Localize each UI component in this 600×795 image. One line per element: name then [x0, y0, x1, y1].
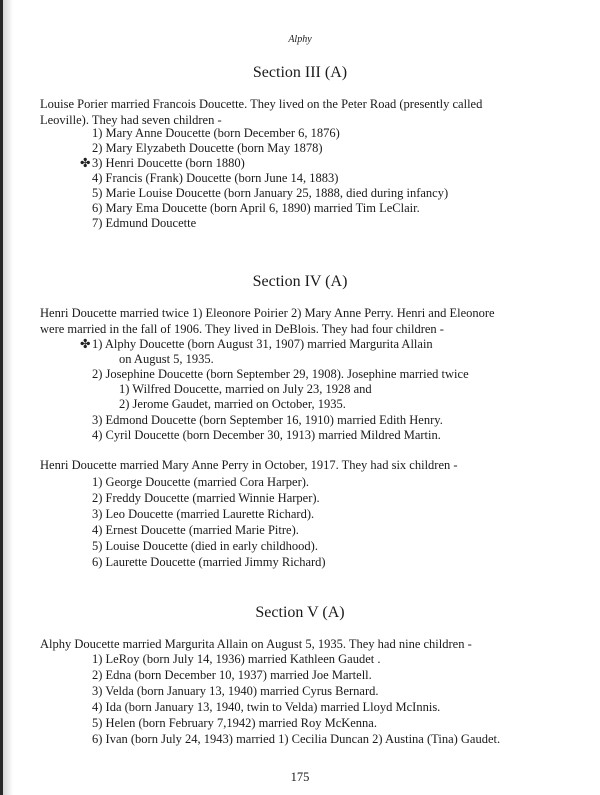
list-item: 2) Mary Elyzabeth Doucette (born May 1878): [92, 141, 323, 155]
list-item: 4) Ida (born January 13, 1940, twin to Velda) married Lloyd McInnis.: [92, 700, 441, 714]
list-item: 3) Henri Doucette (born 1880): [92, 156, 245, 170]
sub-list-item: 1) Wilfred Doucette, married on July 23, 1928 and: [119, 382, 372, 396]
section-v-title: Section V (A): [255, 604, 345, 621]
section-iv-title: Section IV (A): [252, 273, 348, 290]
section-iii-para-line1: Louise Porier married Francois Doucette. They lived on the Peter Road (presently called: [40, 97, 483, 111]
page-number: 175: [290, 770, 310, 784]
section-iv-para2: Henri Doucette married Mary Anne Perry in October, 1917. They had six children -: [40, 458, 458, 472]
list-item: 6) Laurette Doucette (married Jimmy Richard): [92, 555, 326, 569]
list-item: 5) Marie Louise Doucette (born January 25, 1888, died during infancy): [92, 186, 449, 200]
list-item-continuation: on August 5, 1935.: [119, 352, 214, 366]
list-item: 5) Helen (born February 7,1942) married Roy McKenna.: [92, 716, 377, 730]
section-iii-title: Section III (A): [252, 64, 348, 81]
list-item: 5) Louise Doucette (died in early childhood).: [92, 539, 318, 553]
marker-icon: ✤: [80, 156, 91, 170]
list-item: 2) Edna (born December 10, 1937) married Joe Martell.: [92, 668, 372, 682]
list-item: 1) Alphy Doucette (born August 31, 1907) married Margurita Allain: [92, 337, 433, 351]
list-item: 7) Edmund Doucette: [92, 216, 197, 230]
list-item: 4) Ernest Doucette (married Marie Pitre).: [92, 523, 299, 537]
list-item: 4) Francis (Frank) Doucette (born June 14, 1883): [92, 171, 339, 185]
page-header: Alphy: [288, 34, 312, 45]
list-item: 6) Mary Ema Doucette (born April 6, 1890) married Tim LeClair.: [92, 201, 420, 215]
marker-icon: ✤: [80, 337, 91, 351]
section-iv-para-line1: Henri Doucette married twice 1) Eleonore Poirier 2) Mary Anne Perry. Henri and Eleonore: [40, 306, 495, 320]
section-iv-para-line2: were married in the fall of 1906. They lived in DeBlois. They had four children -: [40, 322, 444, 336]
list-item: 2) Josephine Doucette (born September 29, 1908). Josephine married twice: [92, 367, 469, 381]
list-item: 1) Mary Anne Doucette (born December 6, 1876): [92, 126, 340, 140]
section-iii-para-line2: Leoville). They had seven children -: [40, 113, 222, 127]
sub-list-item: 2) Jerome Gaudet, married on October, 1935.: [119, 397, 346, 411]
list-item: 3) Edmond Doucette (born September 16, 1910) married Edith Henry.: [92, 413, 443, 427]
list-item: 1) LeRoy (born July 14, 1936) married Kathleen Gaudet .: [92, 652, 381, 666]
list-item: 2) Freddy Doucette (married Winnie Harper).: [92, 491, 320, 505]
list-item: 3) Leo Doucette (married Laurette Richard).: [92, 507, 315, 521]
list-item: 4) Cyril Doucette (born December 30, 1913) married Mildred Martin.: [92, 428, 441, 442]
list-item: 3) Velda (born January 13, 1940) married Cyrus Bernard.: [92, 684, 379, 698]
section-v-para: Alphy Doucette married Margurita Allain on August 5, 1935. They had nine children -: [40, 637, 472, 651]
list-item: 6) Ivan (born July 24, 1943) married 1) Cecilia Duncan 2) Austina (Tina) Gaudet.: [92, 732, 501, 746]
page-edge-shadow: [3, 0, 13, 795]
list-item: 1) George Doucette (married Cora Harper).: [92, 475, 310, 489]
